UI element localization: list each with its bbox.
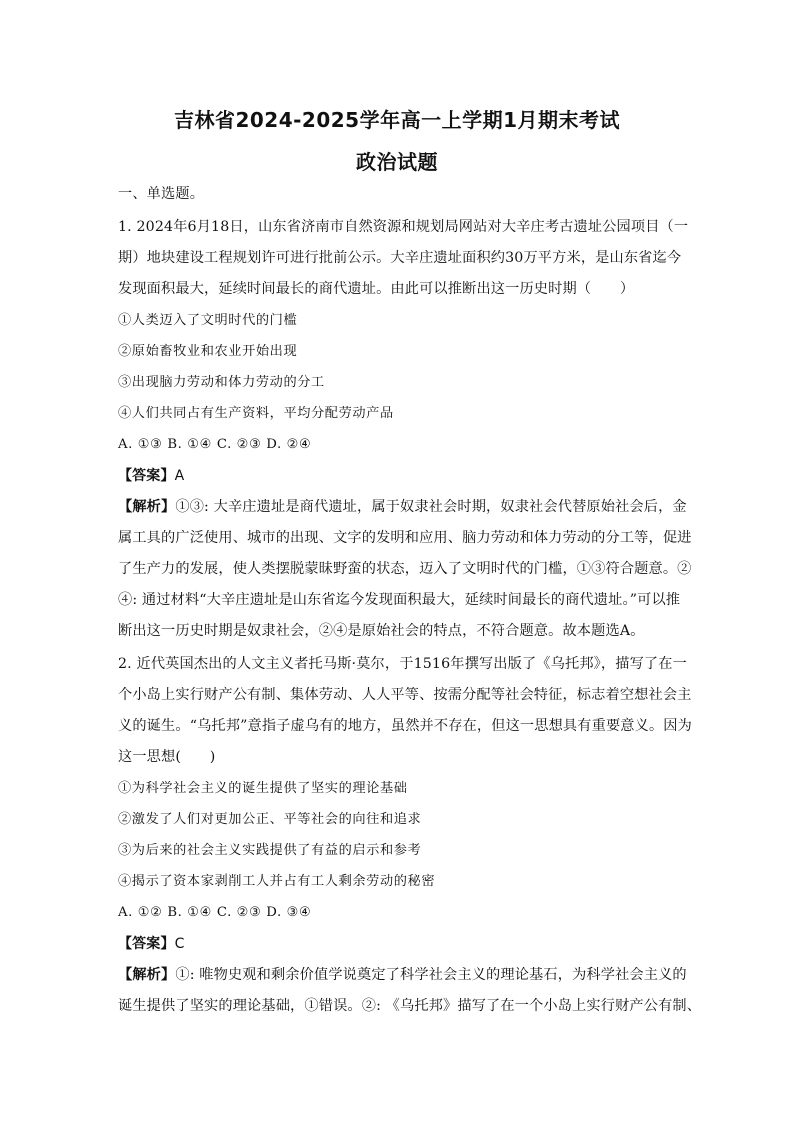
q1-stem-line: 1. 2024年6月18日，山东省济南市自然资源和规划局网站对大辛庄考古遗址公园项目（一 <box>118 219 689 235</box>
q1-analysis-line: 属工具的广泛使用、城市的出现、文字的发明和应用、脑力劳动和体力劳动的分工等，促进 <box>118 530 692 546</box>
q1-analysis-line <box>118 497 687 517</box>
q1-option: ①人类迈入了文明时代的门槛 <box>118 313 298 328</box>
q2-answer <box>118 934 678 954</box>
q1-option: ④人们共同占有生产资料，平均分配劳动产品 <box>118 406 394 421</box>
q2-option: ③为后来的社会主义实践提供了有益的启示和参考 <box>118 843 422 858</box>
q2-option: ②激发了人们对更加公正、平等社会的向往和追求 <box>118 812 422 827</box>
q2-stem-line: 2. 近代英国杰出的人文主义者托马斯·莫尔，于1516年撰写出版了《乌托邦》，描写了在一 <box>118 656 687 672</box>
page-title: 吉林省2024-2025学年高一上学期1月期末考试 <box>173 108 621 132</box>
analysis-label: 【解析】 <box>118 967 176 983</box>
q1-analysis-line: 了生产力的发展，使人类摆脱蒙昧野蛮的状态，迈入了文明时代的门槛，①③符合题意。② <box>118 561 692 577</box>
q2-stem-line: 这一思想( ) <box>118 749 216 765</box>
section-heading: 一、单选题。 <box>118 186 205 202</box>
q2-analysis-line <box>118 965 687 985</box>
analysis-text: ①③: 大辛庄遗址是商代遗址，属于奴隶社会时期，奴隶社会代替原始社会后，金 <box>175 499 687 515</box>
analysis-text: ①: 唯物史观和剩余价值学说奠定了科学社会主义的理论基石，为科学社会主义的 <box>175 967 687 983</box>
q2-option: ④揭示了资本家剥削工人并占有工人剩余劳动的秘密 <box>118 874 436 889</box>
q2-choices: A. ①② B. ①④ C. ②③ D. ③④ <box>118 905 312 920</box>
q1-analysis-line: 断出这一历史时期是奴隶社会，②④是原始社会的特点，不符合题意。故本题选A。 <box>118 623 645 639</box>
q2-stem-line: 个小岛上实行财产公有制、集体劳动、人人平等、按需分配等社会特征，标志着空想社会主 <box>118 687 692 703</box>
q1-option: ②原始畜牧业和农业开始出现 <box>118 344 298 359</box>
answer-value: A <box>174 468 185 484</box>
q2-analysis-line: 诞生提供了坚实的理论基础，①错误。②: 《乌托邦》描写了在一个小岛上实行财产公有制、 <box>118 998 702 1014</box>
page-subtitle: 政治试题 <box>356 150 438 174</box>
q1-stem-line: 发现面积最大，延续时间最长的商代遗址。由此可以推断出这一历史时期（ ） <box>118 281 635 297</box>
analysis-label: 【解析】 <box>118 499 176 515</box>
q1-answer <box>118 466 678 486</box>
answer-label: 【答案】 <box>118 468 175 484</box>
q2-stem-line: 义的诞生。“乌托邦”意指子虚乌有的地方，虽然并不存在，但这一思想具有重要意义。因为 <box>118 718 692 734</box>
answer-value: C <box>174 936 185 952</box>
q2-option: ①为科学社会主义的诞生提供了坚实的理论基础 <box>118 781 408 796</box>
q1-stem-line: 期）地块建设工程规划许可进行批前公示。大辛庄遗址面积约30万平方米，是山东省迄今 <box>118 250 682 266</box>
q1-option: ③出现脑力劳动和体力劳动的分工 <box>118 375 325 390</box>
q1-analysis-line: ④: 通过材料“大辛庄遗址是山东省迄今发现面积最大，延续时间最长的商代遗址。”可以推 <box>118 592 681 608</box>
q1-choices: A. ①③ B. ①④ C. ②③ D. ②④ <box>118 437 312 452</box>
answer-label: 【答案】 <box>118 936 175 952</box>
